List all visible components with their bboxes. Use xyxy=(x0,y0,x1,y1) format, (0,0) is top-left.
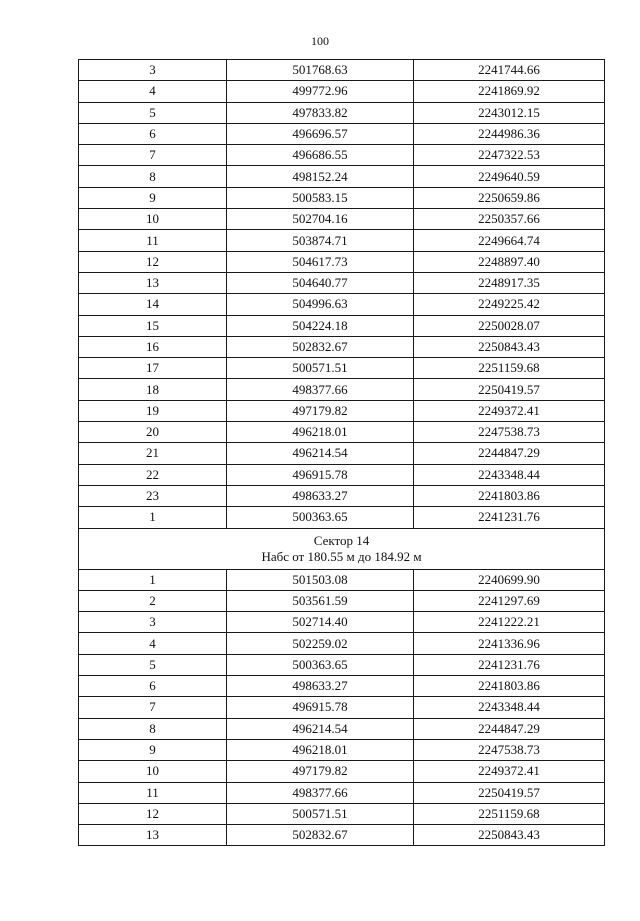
y-coordinate-cell: 2241803.86 xyxy=(414,485,605,506)
y-coordinate-cell: 2241297.69 xyxy=(414,590,605,611)
point-number-cell: 15 xyxy=(79,315,227,336)
y-coordinate-cell: 2240699.90 xyxy=(414,569,605,590)
table-row xyxy=(79,654,605,675)
x-coordinate-cell: 496214.54 xyxy=(227,443,414,464)
y-coordinate-cell: 2244986.36 xyxy=(414,123,605,144)
point-number-cell: 18 xyxy=(79,379,227,400)
point-number-cell: 4 xyxy=(79,81,227,102)
point-number-cell: 6 xyxy=(79,123,227,144)
table-row xyxy=(79,166,605,187)
table-row xyxy=(79,443,605,464)
point-number-cell: 19 xyxy=(79,400,227,421)
coordinates-table xyxy=(78,59,605,846)
x-coordinate-cell: 496915.78 xyxy=(227,464,414,485)
y-coordinate-cell: 2250357.66 xyxy=(414,209,605,230)
table-row xyxy=(79,294,605,315)
point-number-cell: 14 xyxy=(79,294,227,315)
coordinates-table-body xyxy=(79,60,605,846)
table-row xyxy=(79,569,605,590)
point-number-cell: 7 xyxy=(79,145,227,166)
y-coordinate-cell: 2249664.74 xyxy=(414,230,605,251)
x-coordinate-cell: 502714.40 xyxy=(227,612,414,633)
table-row xyxy=(79,422,605,443)
table-row xyxy=(79,272,605,293)
table-row xyxy=(79,315,605,336)
sector-header-cell xyxy=(79,528,605,569)
y-coordinate-cell: 2249372.41 xyxy=(414,400,605,421)
point-number-cell: 3 xyxy=(79,60,227,81)
table-row xyxy=(79,145,605,166)
y-coordinate-cell: 2250419.57 xyxy=(414,782,605,803)
x-coordinate-cell: 498377.66 xyxy=(227,782,414,803)
table-row xyxy=(79,590,605,611)
x-coordinate-cell: 496218.01 xyxy=(227,739,414,760)
y-coordinate-cell: 2247322.53 xyxy=(414,145,605,166)
y-coordinate-cell: 2244847.29 xyxy=(414,443,605,464)
x-coordinate-cell: 496214.54 xyxy=(227,718,414,739)
x-coordinate-cell: 500363.65 xyxy=(227,654,414,675)
point-number-cell: 16 xyxy=(79,336,227,357)
point-number-cell: 23 xyxy=(79,485,227,506)
x-coordinate-cell: 504617.73 xyxy=(227,251,414,272)
x-coordinate-cell: 499772.96 xyxy=(227,81,414,102)
table-row xyxy=(79,825,605,846)
point-number-cell: 6 xyxy=(79,676,227,697)
table-row xyxy=(79,123,605,144)
table-row xyxy=(79,60,605,81)
table-row xyxy=(79,102,605,123)
point-number-cell: 11 xyxy=(79,782,227,803)
point-number-cell: 10 xyxy=(79,209,227,230)
point-number-cell: 12 xyxy=(79,251,227,272)
point-number-cell: 4 xyxy=(79,633,227,654)
table-row xyxy=(79,464,605,485)
point-number-cell: 1 xyxy=(79,569,227,590)
x-coordinate-cell: 496696.57 xyxy=(227,123,414,144)
sector-title: Сектор 14 xyxy=(313,532,370,548)
point-number-cell: 9 xyxy=(79,187,227,208)
table-row xyxy=(79,209,605,230)
y-coordinate-cell: 2241231.76 xyxy=(414,507,605,528)
y-coordinate-cell: 2251159.68 xyxy=(414,358,605,379)
x-coordinate-cell: 498633.27 xyxy=(227,676,414,697)
table-row xyxy=(79,803,605,824)
y-coordinate-cell: 2247538.73 xyxy=(414,422,605,443)
point-number-cell: 7 xyxy=(79,697,227,718)
table-row xyxy=(79,507,605,528)
x-coordinate-cell: 502832.67 xyxy=(227,336,414,357)
x-coordinate-cell: 498633.27 xyxy=(227,485,414,506)
x-coordinate-cell: 497179.82 xyxy=(227,761,414,782)
y-coordinate-cell: 2241231.76 xyxy=(414,654,605,675)
y-coordinate-cell: 2244847.29 xyxy=(414,718,605,739)
point-number-cell: 5 xyxy=(79,654,227,675)
x-coordinate-cell: 498377.66 xyxy=(227,379,414,400)
x-coordinate-cell: 502704.16 xyxy=(227,209,414,230)
y-coordinate-cell: 2241803.86 xyxy=(414,676,605,697)
x-coordinate-cell: 503561.59 xyxy=(227,590,414,611)
table-row xyxy=(79,676,605,697)
x-coordinate-cell: 496218.01 xyxy=(227,422,414,443)
table-row xyxy=(79,718,605,739)
table-row xyxy=(79,251,605,272)
point-number-cell: 10 xyxy=(79,761,227,782)
x-coordinate-cell: 497833.82 xyxy=(227,102,414,123)
point-number-cell: 8 xyxy=(79,718,227,739)
y-coordinate-cell: 2249372.41 xyxy=(414,761,605,782)
y-coordinate-cell: 2241744.66 xyxy=(414,60,605,81)
y-coordinate-cell: 2250843.43 xyxy=(414,336,605,357)
table-row xyxy=(79,336,605,357)
table-row xyxy=(79,379,605,400)
point-number-cell: 22 xyxy=(79,464,227,485)
x-coordinate-cell: 496915.78 xyxy=(227,697,414,718)
y-coordinate-cell: 2248917.35 xyxy=(414,272,605,293)
table-row xyxy=(79,485,605,506)
point-number-cell: 21 xyxy=(79,443,227,464)
x-coordinate-cell: 500571.51 xyxy=(227,358,414,379)
point-number-cell: 9 xyxy=(79,739,227,760)
x-coordinate-cell: 496686.55 xyxy=(227,145,414,166)
y-coordinate-cell: 2251159.68 xyxy=(414,803,605,824)
y-coordinate-cell: 2241336.96 xyxy=(414,633,605,654)
x-coordinate-cell: 504224.18 xyxy=(227,315,414,336)
table-row xyxy=(79,782,605,803)
point-number-cell: 17 xyxy=(79,358,227,379)
y-coordinate-cell: 2249640.59 xyxy=(414,166,605,187)
table-row xyxy=(79,761,605,782)
x-coordinate-cell: 502832.67 xyxy=(227,825,414,846)
x-coordinate-cell: 501503.08 xyxy=(227,569,414,590)
y-coordinate-cell: 2250843.43 xyxy=(414,825,605,846)
y-coordinate-cell: 2249225.42 xyxy=(414,294,605,315)
y-coordinate-cell: 2243348.44 xyxy=(414,464,605,485)
x-coordinate-cell: 500583.15 xyxy=(227,187,414,208)
table-row xyxy=(79,633,605,654)
table-row xyxy=(79,612,605,633)
x-coordinate-cell: 497179.82 xyxy=(227,400,414,421)
point-number-cell: 5 xyxy=(79,102,227,123)
x-coordinate-cell: 504640.77 xyxy=(227,272,414,293)
point-number-cell: 2 xyxy=(79,590,227,611)
sector-header-row xyxy=(79,528,605,569)
y-coordinate-cell: 2248897.40 xyxy=(414,251,605,272)
point-number-cell: 1 xyxy=(79,507,227,528)
point-number-cell: 11 xyxy=(79,230,227,251)
table-row xyxy=(79,697,605,718)
page-number: 100 xyxy=(311,34,329,48)
table-row xyxy=(79,81,605,102)
y-coordinate-cell: 2243348.44 xyxy=(414,697,605,718)
y-coordinate-cell: 2243012.15 xyxy=(414,102,605,123)
x-coordinate-cell: 500363.65 xyxy=(227,507,414,528)
y-coordinate-cell: 2250419.57 xyxy=(414,379,605,400)
point-number-cell: 12 xyxy=(79,803,227,824)
point-number-cell: 13 xyxy=(79,825,227,846)
x-coordinate-cell: 500571.51 xyxy=(227,803,414,824)
x-coordinate-cell: 503874.71 xyxy=(227,230,414,251)
x-coordinate-cell: 504996.63 xyxy=(227,294,414,315)
y-coordinate-cell: 2247538.73 xyxy=(414,739,605,760)
table-row xyxy=(79,400,605,421)
y-coordinate-cell: 2250659.86 xyxy=(414,187,605,208)
point-number-cell: 20 xyxy=(79,422,227,443)
table-row xyxy=(79,187,605,208)
table-row xyxy=(79,358,605,379)
table-row xyxy=(79,230,605,251)
table-row xyxy=(79,739,605,760)
point-number-cell: 3 xyxy=(79,612,227,633)
y-coordinate-cell: 2241222.21 xyxy=(414,612,605,633)
y-coordinate-cell: 2250028.07 xyxy=(414,315,605,336)
point-number-cell: 13 xyxy=(79,272,227,293)
y-coordinate-cell: 2241869.92 xyxy=(414,81,605,102)
sector-height-range: Набс от 180.55 м до 184.92 м xyxy=(261,548,422,564)
x-coordinate-cell: 502259.02 xyxy=(227,633,414,654)
point-number-cell: 8 xyxy=(79,166,227,187)
x-coordinate-cell: 498152.24 xyxy=(227,166,414,187)
x-coordinate-cell: 501768.63 xyxy=(227,60,414,81)
